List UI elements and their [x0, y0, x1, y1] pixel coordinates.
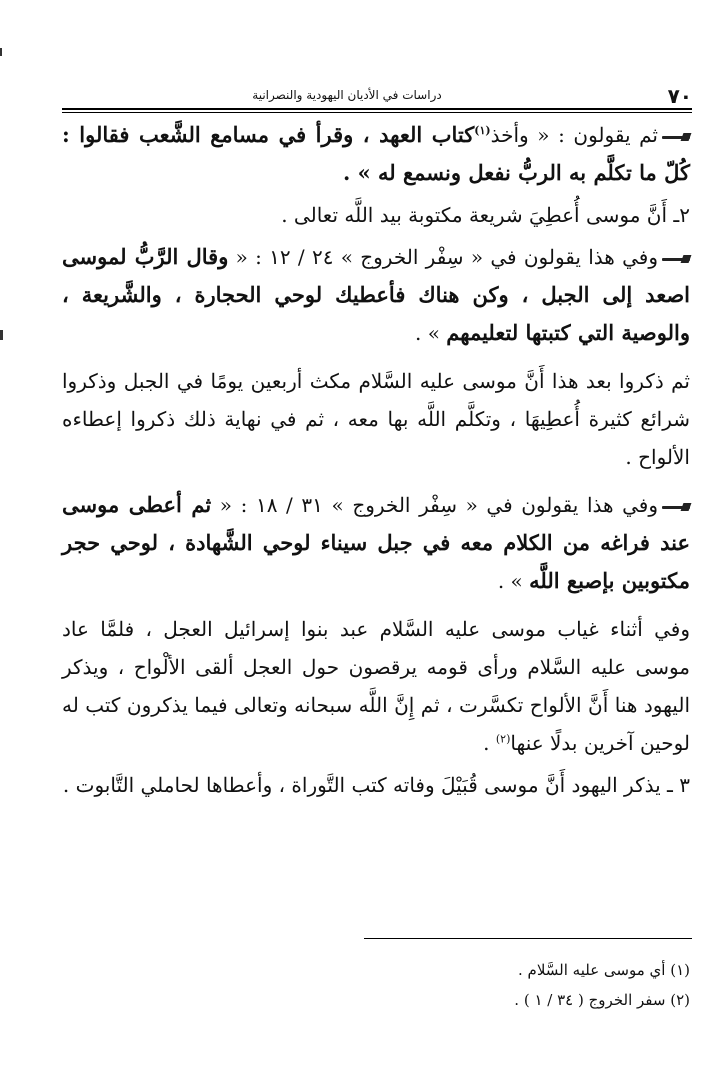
- paragraph: [62, 486, 690, 600]
- paragraph: ٢ـ أَنَّ موسى أُعطِيَ شريعة مكتوبة بيد اللَّه تعالى .: [281, 203, 690, 227]
- footnote: (١) أي موسى عليه السَّلام .: [518, 961, 690, 979]
- footnote-ref: (٢): [495, 732, 511, 746]
- footnotes: [62, 955, 690, 1015]
- running-title: دراسات في الأديان اليهودية والنصرانية: [252, 88, 442, 102]
- quote-text: وقال الرَّبُّ لموسى اصعد إلى الجبل ، وكن هناك فأعطيك لوحي الحجارة ، والشَّريعة ، والوصية التي كتبتها لتعليمهم: [62, 244, 690, 345]
- page-number: ٧٠: [667, 84, 692, 108]
- paragraph-text: » .: [414, 321, 447, 345]
- quote-text: ثم أعطى موسى عند فراغه من الكلام معه في جبل سيناء لوحي الشَّهادة ، لوحي حجر مكتوبين بإصبع اللَّه: [62, 492, 690, 593]
- leader-icon: [662, 255, 690, 263]
- leader-icon: [662, 503, 690, 511]
- header-rule: [62, 108, 692, 110]
- paragraph-text: .: [483, 731, 496, 755]
- page-body: [62, 116, 690, 808]
- paragraph-text: وفي أثناء غياب موسى عليه السَّلام عبد بنوا إسرائيل العجل ، فلمَّا عاد موسى عليه السَّلام ورأى قومه يرقصون حول العجل ألقى الألْواح ، ويذكر اليهود هنا أَنَّ الألواح تكسَّرت ، ثم إِنَّ اللَّه سبحانه وتعالى فيما يذكرون كتب له لوحين آخرين بدلًا عنها: [62, 617, 691, 755]
- paragraph-text: » .: [497, 569, 530, 593]
- quote-text: كتاب العهد ، وقرأ في مسامع الشَّعب فقالوا : كُلّ ما تكلَّم به الربُّ نفعل ونسمع له » .: [62, 122, 690, 185]
- paragraph: ٣ ـ يذكر اليهود أَنَّ موسى قُبَيْلَ وفاته كتب التَّوراة ، وأعطاها لحاملي التَّابوت .: [62, 773, 690, 797]
- paragraph: [62, 238, 690, 352]
- page-header: [62, 84, 692, 106]
- paragraph-text: ثم يقولون : « وأخذ: [490, 123, 658, 147]
- paragraph: [62, 116, 690, 192]
- leader-icon: [662, 133, 690, 141]
- scan-mark: [0, 48, 2, 56]
- footnote: (٢) سفر الخروج ( ٣٤ / ١ ) .: [514, 991, 690, 1009]
- paragraph-text: وفي هذا يقولون في « سِفْر الخروج » ٢٤ / ١٢ : «: [228, 245, 659, 269]
- paragraph: [62, 610, 690, 762]
- paragraph: ثم ذكروا بعد هذا أَنَّ موسى عليه السَّلام مكث أربعين يومًا في الجبل وذكروا شرائع كثيرة أُعطِيهَا ، وتكلَّم اللَّه بها معه ، ثم في نهاية ذلك ذكروا إعطاءه الألواح .: [62, 369, 690, 469]
- header-rule-thin: [62, 112, 692, 113]
- scan-mark: [0, 330, 3, 340]
- footnote-rule: [364, 938, 692, 939]
- footnote-ref: (١): [474, 124, 491, 137]
- paragraph-text: وفي هذا يقولون في « سِفْر الخروج » ٣١ / ١٨ : «: [211, 493, 659, 517]
